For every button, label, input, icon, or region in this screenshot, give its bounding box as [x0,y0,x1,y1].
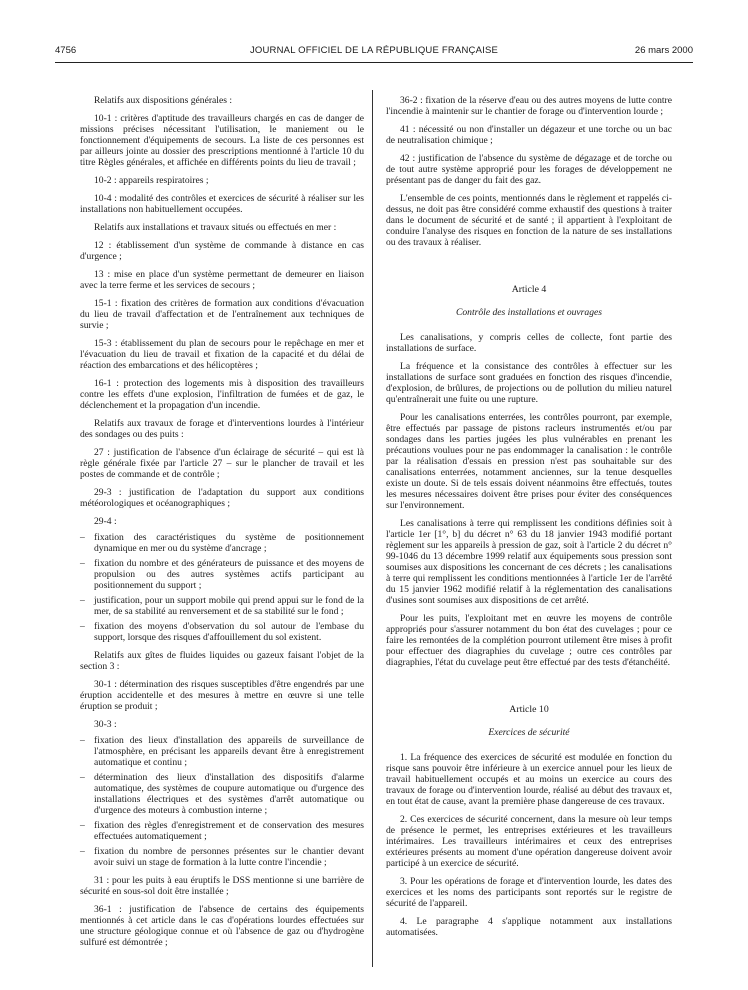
article-4-heading: Article 4 [511,284,547,295]
issue-date: 26 mars 2000 [634,45,693,56]
paragraph: 2. Ces exercices de sécurité concernent, dans la mesure où leur temps de présence le permet, les entreprises extérieures et les travailleurs intérimaires. Les travailleurs intérimaires et ceux des entreprises extérieures présents au moment d'une opération dangereuse doivent avoir participé à un exercice de sécurité. [386,814,672,869]
list-item: – fixation des lieux d'installation des appareils de surveillance de l'atmosphère, en précisant les appareils devant être à enregistrement automatique et continu ; [80,735,364,768]
paragraph: 12 : établissement d'un système de commande à distance en cas d'urgence ; [80,240,364,262]
paragraph: 1. La fréquence des exercices de sécurité est modulée en fonction du risque sans pouvoir être inférieure à un exercice annuel pour les lieux de travail habituellement occupés et au moins un exercice au cours des travaux de forage ou d'intervention lourde, réalisé au début des travaux et, en tout état de cause, avant la première phase dangereuse de ces travaux. [386,752,672,807]
dash-list [80,735,364,868]
paragraph: 41 : nécessité ou non d'installer un dégazeur et une torche ou un bac de neutralisation chimique ; [386,124,672,146]
paragraph: 27 : justification de l'absence d'un éclairage de sécurité – qui est là règle générale fixée par l'article 27 – sur le plancher de travail et les postes de commande et de contrôle ; [80,447,364,480]
paragraph: 29-4 : [94,516,117,527]
page-number: 4756 [55,45,77,56]
paragraph: Les canalisations, y compris celles de collecte, font partie des installations de surface. [386,332,672,354]
paragraph: Les canalisations à terre qui remplissent les conditions définies soit à l'article 1er [1°, b] du décret n° 63 du 18 janvier 1943 modifié portant règlement sur les appareils à pression de gaz, soit à l'article 2 du décret n° 99-1046 du 13 décembre 1999 relatif aux équipements sous pression sont soumises aux dispositions les concernant de ces décrets ; les canalisations à terre qui remplissent les conditions mentionnées à l'article 1er de l'arrêté du 15 janvier 1962 modifié relatif à la réglementation des canalisations d'usines sont soumises aux dispositions de cet arrêté. [386,518,672,606]
paragraph: 29-3 : justification de l'adaptation du support aux conditions météorologiques et océanographiques ; [80,487,364,509]
list-item: – fixation des règles d'enregistrement et de conservation des mesures effectuées automatiquement ; [80,820,364,842]
paragraph: Pour les canalisations enterrées, les contrôles pourront, par exemple, être effectués par passage de pistons racleurs instrumentés et/ou par sondages dans les parties jugées les plus vulnérables en prenant les précautions voulues pour ne pas endommager la canalisation : le contrôle par la réalisation d'essais en pression n'est pas souhaitable sur des canalisations enterrées, notamment anciennes, sur la tenue desquelles existe un doute. Si de tels essais doivent néanmoins être effectués, toutes les mesures nécessaires doivent être prises pour éviter des conséquences sur l'environnement. [386,412,672,511]
paragraph: 15-1 : fixation des critères de formation aux conditions d'évacuation du lieu de travail d'affectation et de l'entraînement aux techniques de survie ; [80,298,364,331]
paragraph: 4. Le paragraphe 4 s'applique notamment aux installations automatisées. [386,916,672,938]
paragraph: Relatifs aux dispositions générales : [94,95,233,106]
paragraph: 15-3 : établissement du plan de secours pour le repêchage en mer et l'évacuation du lieu de travail et fixation de la capacité et du délai de réaction des embarcations et des hélicoptères ; [80,338,364,371]
list-item: – fixation du nombre de personnes présentes sur le chantier devant avoir suivi un stage de formation à la lutte contre l'incendie ; [80,846,364,868]
paragraph: 30-1 : détermination des risques susceptibles d'être engendrés par une éruption accidentelle et des mesures à mettre en œuvre si une telle éruption se produit ; [80,679,364,712]
paragraph: Relatifs aux travaux de forage et d'interventions lourdes à l'intérieur des sondages ou des puits : [80,418,364,440]
paragraph: 10-2 : appareils respiratoires ; [94,175,209,186]
dash-list [80,532,364,643]
paragraph: La fréquence et la consistance des contrôles à effectuer sur les installations de surface sont graduées en fonction des risques d'incendie, d'explosion, de brûlures, de projections ou de pollution du milieu naturel qu'entraînerait une fuite ou une rupture. [386,361,672,405]
article-10-subtitle: Exercices de sécurité [488,727,570,738]
left-column [80,95,364,955]
list-item: – détermination des lieux d'installation des dispositifs d'alarme automatique, des systèmes de coupure automatique ou d'urgence des installations électriques et des systèmes d'arrêt automatique ou d'urgence des moteurs à combustion interne ; [80,772,364,816]
list-item: – fixation des caractéristiques du système de positionnement dynamique en mer ou du système d'ancrage ; [80,532,364,554]
paragraph: 31 : pour les puits à eau éruptifs le DSS mentionne si une barrière de sécurité en sous-sol doit être installée ; [80,875,364,897]
article-4-subtitle: Contrôle des installations et ouvrages [455,307,603,318]
list-item: – fixation des moyens d'observation du sol autour de l'embase du support, lorsque des risques d'affouillement du sol existent. [80,621,364,643]
paragraph: 13 : mise en place d'un système permettant de demeurer en liaison avec la terre ferme et les services de secours ; [80,269,364,291]
right-column [386,95,672,945]
paragraph: 3. Pour les opérations de forage et d'intervention lourde, les dates des exercices et les noms des participants sont reportés sur le registre de sécurité de l'appareil. [386,876,672,909]
paragraph: 30-3 : [94,719,117,730]
list-item: – fixation du nombre et des générateurs de puissance et des moyens de propulsion ou des autres systèmes actifs participant au positionnement du support ; [80,558,364,591]
journal-title: JOURNAL OFFICIEL DE LA RÉPUBLIQUE FRANÇAISE [249,45,499,56]
paragraph: L'ensemble de ces points, mentionnés dans le règlement et rappelés ci-dessus, ne doit pas être considéré comme exhaustif des questions à traiter dans le document de sécurité et de santé ; il appartient à l'exploitant de conduire l'analyse des risques en fonction de la nature de ses installations ou des travaux à réaliser. [386,193,672,248]
paragraph: Relatifs aux installations et travaux situés ou effectués en mer : [94,222,337,233]
paragraph: 36-2 : fixation de la réserve d'eau ou des autres moyens de lutte contre l'incendie à maintenir sur le chantier de forage ou d'intervention lourde ; [386,95,672,117]
article-10-heading: Article 10 [509,704,549,715]
paragraph: 42 : justification de l'absence du système de dégazage et de torche ou de tout autre système approprié pour les forages de développement ne présentant pas de danger du fait des gaz. [386,153,672,186]
page-header [55,45,693,61]
paragraph: 36-1 : justification de l'absence de certains des équipements mentionnés à cet article dans le cas d'opérations lourdes effectuées sur une structure géologique connue et où l'absence de gaz ou d'hydrogène sulfuré est démontrée ; [80,904,364,948]
list-item: – justification, pour un support mobile qui prend appui sur le fond de la mer, de sa stabilité au renversement et de sa stabilité sur le fond ; [80,595,364,617]
paragraph: Relatifs aux gîtes de fluides liquides ou gazeux faisant l'objet de la section 3 : [80,650,364,672]
column-divider [372,90,373,967]
paragraph: 16-1 : protection des logements mis à disposition des travailleurs contre les effets d'une explosion, l'infiltration de fumées et de gaz, le déclenchement et la propagation d'un incendie. [80,378,364,411]
paragraph: Pour les puits, l'exploitant met en œuvre les moyens de contrôle appropriés pour s'assurer notamment du bon état des cuvelages ; pour ce faire les remontées de la complétion pourront utilement être mises à profit pour effectuer des diagraphies du cuvelage ; outre ces contrôles par diagraphies, l'état du cuvelage peut être effectué par des tests d'étanchéité. [386,613,672,668]
paragraph: 10-4 : modalité des contrôles et exercices de sécurité à réaliser sur les installations non habituellement occupées. [80,193,364,215]
paragraph: 10-1 : critères d'aptitude des travailleurs chargés en cas de danger de missions précises nécessitant l'utilisation, le maniement ou le fonctionnement d'équipements de secours. La liste de ces personnes est par ailleurs jointe au dossier des prescriptions mentionné à l'article 10 du titre Règles générales, et affichée en différents points du lieu de travail ; [80,113,364,168]
header-rule [55,62,693,63]
